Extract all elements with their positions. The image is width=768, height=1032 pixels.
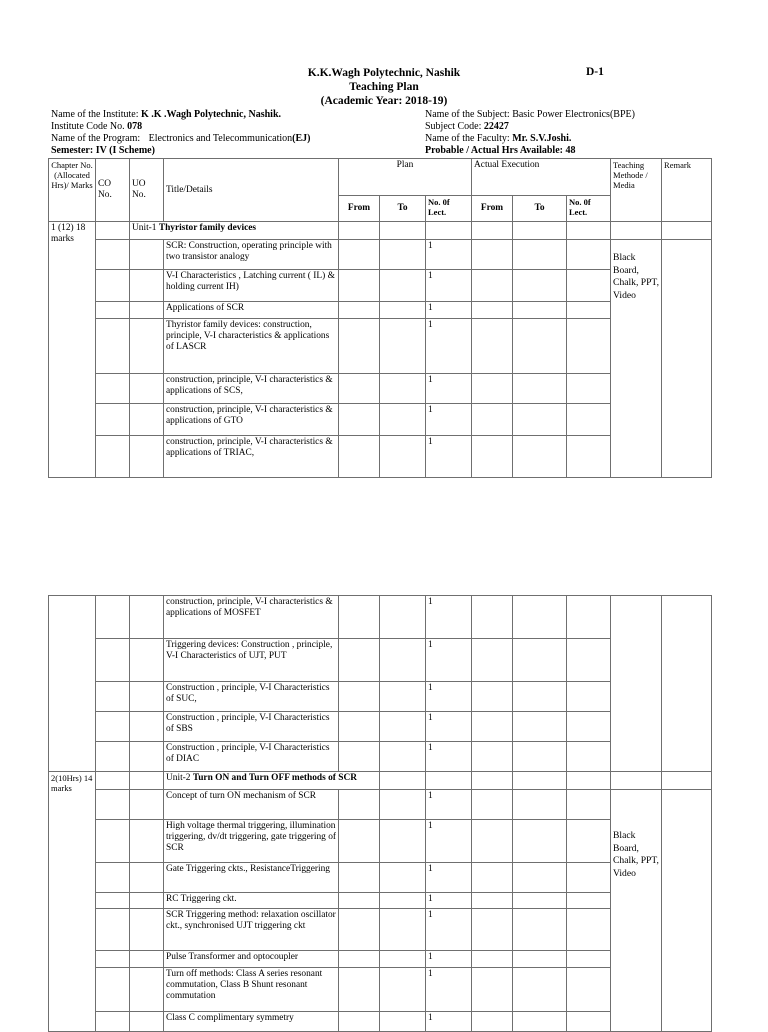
teaching-media: Black Board, Chalk, PPT, Video bbox=[611, 790, 662, 1032]
program-line: Name of the Program: Electronics and Telecommunication(EJ) bbox=[51, 133, 311, 144]
table-row: V-I Characteristics , Latching current ( IL) & holding current IH) bbox=[164, 270, 339, 302]
header-actual-execution: Actual Execution bbox=[472, 159, 611, 196]
institute-code-line: Institute Code No. 078 bbox=[51, 121, 143, 132]
lecture-count: 1 bbox=[426, 1012, 472, 1032]
header-plan-to: To bbox=[380, 196, 426, 222]
header-actual-to: To bbox=[513, 196, 567, 222]
semester-line: Semester: IV (I Scheme) bbox=[51, 145, 155, 156]
lecture-count: 1 bbox=[426, 639, 472, 682]
lecture-count: 1 bbox=[426, 240, 472, 270]
faculty-line: Name of the Faculty: Mr. S.V.Joshi. bbox=[425, 133, 572, 144]
lecture-count: 1 bbox=[426, 319, 472, 374]
lecture-count: 1 bbox=[426, 270, 472, 302]
table-row: Construction , principle, V-I Characteristics of SBS bbox=[164, 712, 339, 742]
lecture-count: 1 bbox=[426, 909, 472, 951]
plan-title: Teaching Plan bbox=[349, 81, 419, 93]
unit-1-heading: Unit-1 Thyristor family devices bbox=[130, 222, 339, 240]
hours-line: Probable / Actual Hrs Available: 48 bbox=[425, 145, 576, 156]
document-code: D-1 bbox=[586, 66, 604, 78]
lecture-count: 1 bbox=[426, 968, 472, 1012]
table-row: construction, principle, V-I characteristics & applications of GTO bbox=[164, 404, 339, 436]
header-chapter: Chapter No. (Allocated Hrs)/ Marks bbox=[49, 159, 96, 222]
unit-2-heading: Unit-2 Turn ON and Turn OFF methods of SCR bbox=[164, 772, 380, 790]
lecture-count: 1 bbox=[426, 712, 472, 742]
teaching-plan-table-part1 bbox=[48, 158, 712, 478]
table-row: Pulse Transformer and optocoupler bbox=[164, 951, 339, 968]
header-remark: Remark bbox=[662, 159, 712, 222]
lecture-count: 1 bbox=[426, 302, 472, 319]
institute-name-line: Name of the Institute: K .K .Wagh Polytechnic, Nashik. bbox=[51, 109, 281, 120]
chapter-2-cell: 2(10Hrs) 14 marks bbox=[49, 772, 96, 1032]
header-actual-from: From bbox=[472, 196, 513, 222]
table-row: construction, principle, V-I characteristics & applications of SCS, bbox=[164, 374, 339, 404]
lecture-count: 1 bbox=[426, 682, 472, 712]
header-uo: UO No. bbox=[130, 159, 164, 222]
table-row: Thyristor family devices: construction, principle, V-I characteristics & applications of LASCR bbox=[164, 319, 339, 374]
lecture-count: 1 bbox=[426, 893, 472, 909]
header-plan-lect: No. 0f Lect. bbox=[426, 196, 472, 222]
header-plan: Plan bbox=[339, 159, 472, 196]
header-media: Teaching Methode / Media bbox=[611, 159, 662, 222]
lecture-count: 1 bbox=[426, 404, 472, 436]
teaching-media: Black Board, Chalk, PPT, Video bbox=[611, 240, 662, 478]
lecture-count: 1 bbox=[426, 436, 472, 478]
lecture-count: 1 bbox=[426, 596, 472, 639]
table-row: SCR Triggering method: relaxation oscillator ckt., synchronised UJT triggering ckt bbox=[164, 909, 339, 951]
table-row: construction, principle, V-I characteristics & applications of TRIAC, bbox=[164, 436, 339, 478]
institute-heading: K.K.Wagh Polytechnic, Nashik bbox=[307, 67, 461, 79]
table-row: High voltage thermal triggering, illumination triggering, dv/dt triggering, gate triggering of SCR bbox=[164, 820, 339, 863]
table-row: Gate Triggering ckts., ResistanceTriggering bbox=[164, 863, 339, 893]
lecture-count: 1 bbox=[426, 863, 472, 893]
lecture-count: 1 bbox=[426, 820, 472, 863]
table-row: RC Triggering ckt. bbox=[164, 893, 339, 909]
table-row: Construction , principle, V-I Characteristics of SUC, bbox=[164, 682, 339, 712]
table-row: construction, principle, V-I characteristics & applications of MOSFET bbox=[164, 596, 339, 639]
academic-year: (Academic Year: 2018-19) bbox=[320, 95, 448, 107]
lecture-count: 1 bbox=[426, 951, 472, 968]
table-row: Triggering devices: Construction , principle, V-I Characteristics of UJT, PUT bbox=[164, 639, 339, 682]
subject-code-line: Subject Code: 22427 bbox=[425, 121, 509, 132]
header-actual-lect: No. 0f Lect. bbox=[567, 196, 611, 222]
teaching-plan-table-part2 bbox=[48, 595, 712, 1032]
table-row: Applications of SCR bbox=[164, 302, 339, 319]
lecture-count: 1 bbox=[426, 742, 472, 772]
chapter-1-cell: 1 (12) 18 marks bbox=[49, 222, 96, 478]
header-title: Title/Details bbox=[164, 159, 339, 222]
table-row: Construction , principle, V-I Characteristics of DIAC bbox=[164, 742, 339, 772]
header-co: CO No. bbox=[96, 159, 130, 222]
table-row: Concept of turn ON mechanism of SCR bbox=[164, 790, 339, 820]
header-plan-from: From bbox=[339, 196, 380, 222]
subject-line: Name of the Subject: Basic Power Electronics(BPE) bbox=[425, 109, 635, 120]
table-row: SCR: Construction, operating principle with two transistor analogy bbox=[164, 240, 339, 270]
table-row: Turn off methods: Class A series resonant commutation, Class B Shunt resonant commutation bbox=[164, 968, 339, 1012]
table-row: Class C complimentary symmetry bbox=[164, 1012, 339, 1032]
lecture-count: 1 bbox=[426, 374, 472, 404]
lecture-count: 1 bbox=[426, 790, 472, 820]
